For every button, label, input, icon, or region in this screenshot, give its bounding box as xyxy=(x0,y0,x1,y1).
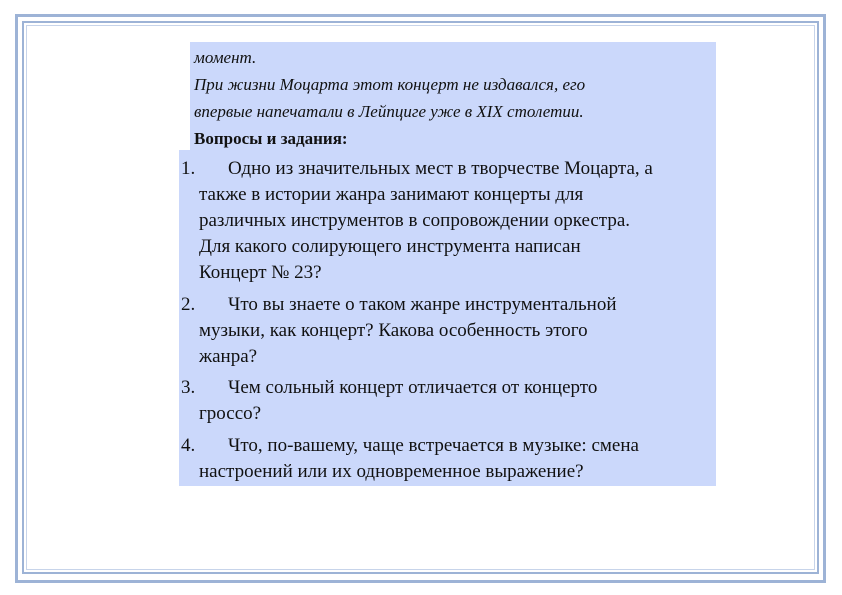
question-number: 3. xyxy=(181,377,196,398)
questions-heading: Вопросы и задания: xyxy=(194,129,348,148)
question-line: гроссо? xyxy=(199,403,262,424)
question-number: 1. xyxy=(181,158,196,179)
question-number: 4. xyxy=(181,435,196,456)
questions-list xyxy=(179,150,716,486)
question-line: Что вы знаете о таком жанре инструментальной xyxy=(228,294,617,315)
question-item-2 xyxy=(179,292,716,370)
question-item-1 xyxy=(179,156,716,286)
intro-line-2: При жизни Моцарта этот концерт не издавался, его xyxy=(194,75,586,94)
question-item-3 xyxy=(179,375,716,427)
question-line: различных инструментов в сопровождении оркестра. xyxy=(199,210,631,231)
question-line: Для какого солирующего инструмента написан xyxy=(199,236,581,257)
question-item-4 xyxy=(179,433,716,485)
question-line: настроений или их одновременное выражение? xyxy=(199,461,584,482)
question-line: музыки, как концерт? Какова особенность этого xyxy=(199,320,588,341)
question-line: Одно из значительных мест в творчестве Моцарта, а xyxy=(228,158,653,179)
question-line: Что, по-вашему, чаще встречается в музыке: смена xyxy=(228,435,639,456)
intro-line-1: момент. xyxy=(194,48,257,67)
intro-text-block xyxy=(190,42,716,150)
intro-line-3: впервые напечатали в Лейпциге уже в XIX столетии. xyxy=(194,102,584,121)
question-line: Концерт № 23? xyxy=(199,262,322,283)
question-line: также в истории жанра занимают концерты для xyxy=(199,184,584,205)
question-number: 2. xyxy=(181,294,196,315)
question-line: жанра? xyxy=(199,346,258,367)
question-line: Чем сольный концерт отличается от концерто xyxy=(228,377,598,398)
